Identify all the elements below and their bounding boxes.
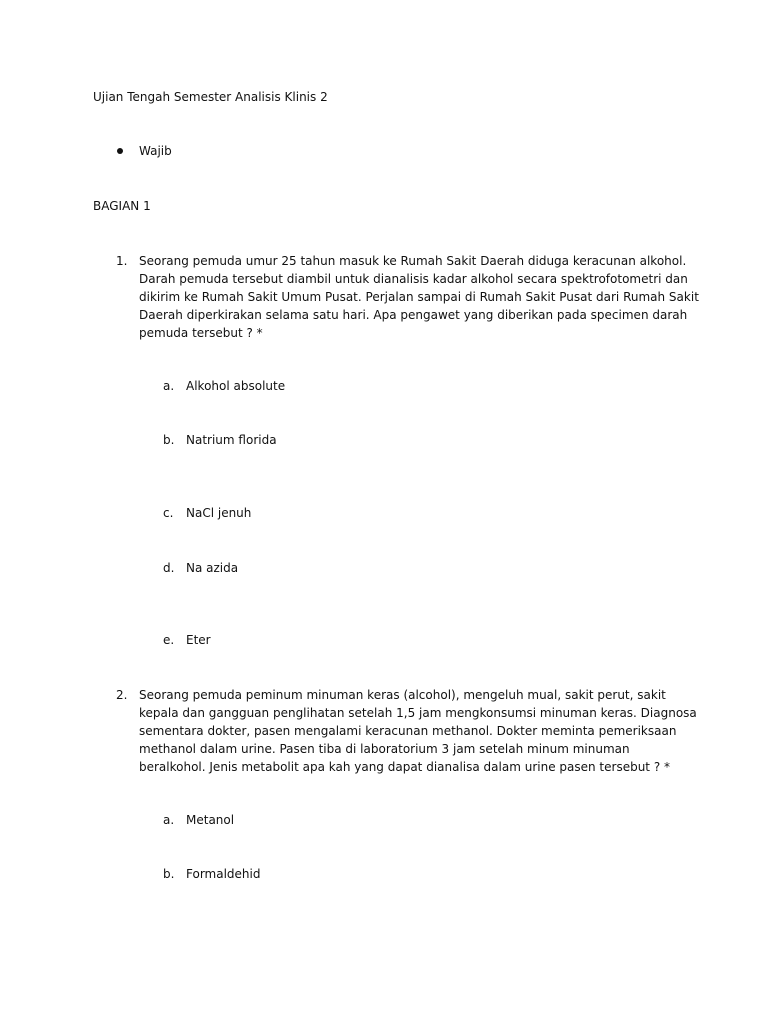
option-text[interactable]: Formaldehid xyxy=(186,867,261,881)
option-text[interactable]: Na azida xyxy=(186,561,239,575)
question-text: Seorang pemuda peminum minuman keras (alcohol), mengeluh mual, sakit perut, sakit kepala dan gangguan penglihatan setelah 1,5 jam mengkonsumsi minuman keras. Diagnosa sementara dokter, pasen mengalami keracunan methanol. Dokter meminta pemeriksaan methanol dalam urine. Pasen tiba di laboratorium 3 jam setelah minum minuman beralkohol. Jenis metabolit apa kah yang dapat dianalisa dalam urine pasen tersebut ? * xyxy=(139,688,697,774)
question-text: Seorang pemuda umur 25 tahun masuk ke Rumah Sakit Daerah diduga keracunan alkohol. Darah pemuda tersebut diambil untuk dianalisis kadar alkohol secara spektrofotometri dan dikirim ke Rumah Sakit Umum Pusat. Perjalan sampai di Rumah Sakit Pusat dari Rumah Sakit Daerah diperkirakan selama satu hari. Apa pengawet yang diberikan pada specimen darah pemuda tersebut ? * xyxy=(139,254,699,340)
option-letter: c. xyxy=(163,506,174,520)
required-note: Wajib xyxy=(139,144,172,158)
option-letter: e. xyxy=(163,633,175,647)
document-title: Ujian Tengah Semester Analisis Klinis 2 xyxy=(93,90,328,104)
option-text[interactable]: Natrium florida xyxy=(186,433,277,447)
question-number: 1. xyxy=(116,254,128,268)
option-letter: b. xyxy=(163,867,175,881)
option-letter: b. xyxy=(163,433,175,447)
section-heading: BAGIAN 1 xyxy=(93,199,151,213)
question-number: 2. xyxy=(116,688,128,702)
option-text[interactable]: NaCl jenuh xyxy=(186,506,252,520)
option-text[interactable]: Metanol xyxy=(186,813,235,827)
option-letter: a. xyxy=(163,813,175,827)
option-letter: a. xyxy=(163,379,175,393)
option-text[interactable]: Alkohol absolute xyxy=(186,379,286,393)
option-letter: d. xyxy=(163,561,175,575)
bullet-icon xyxy=(117,148,123,154)
option-text[interactable]: Eter xyxy=(186,633,211,647)
